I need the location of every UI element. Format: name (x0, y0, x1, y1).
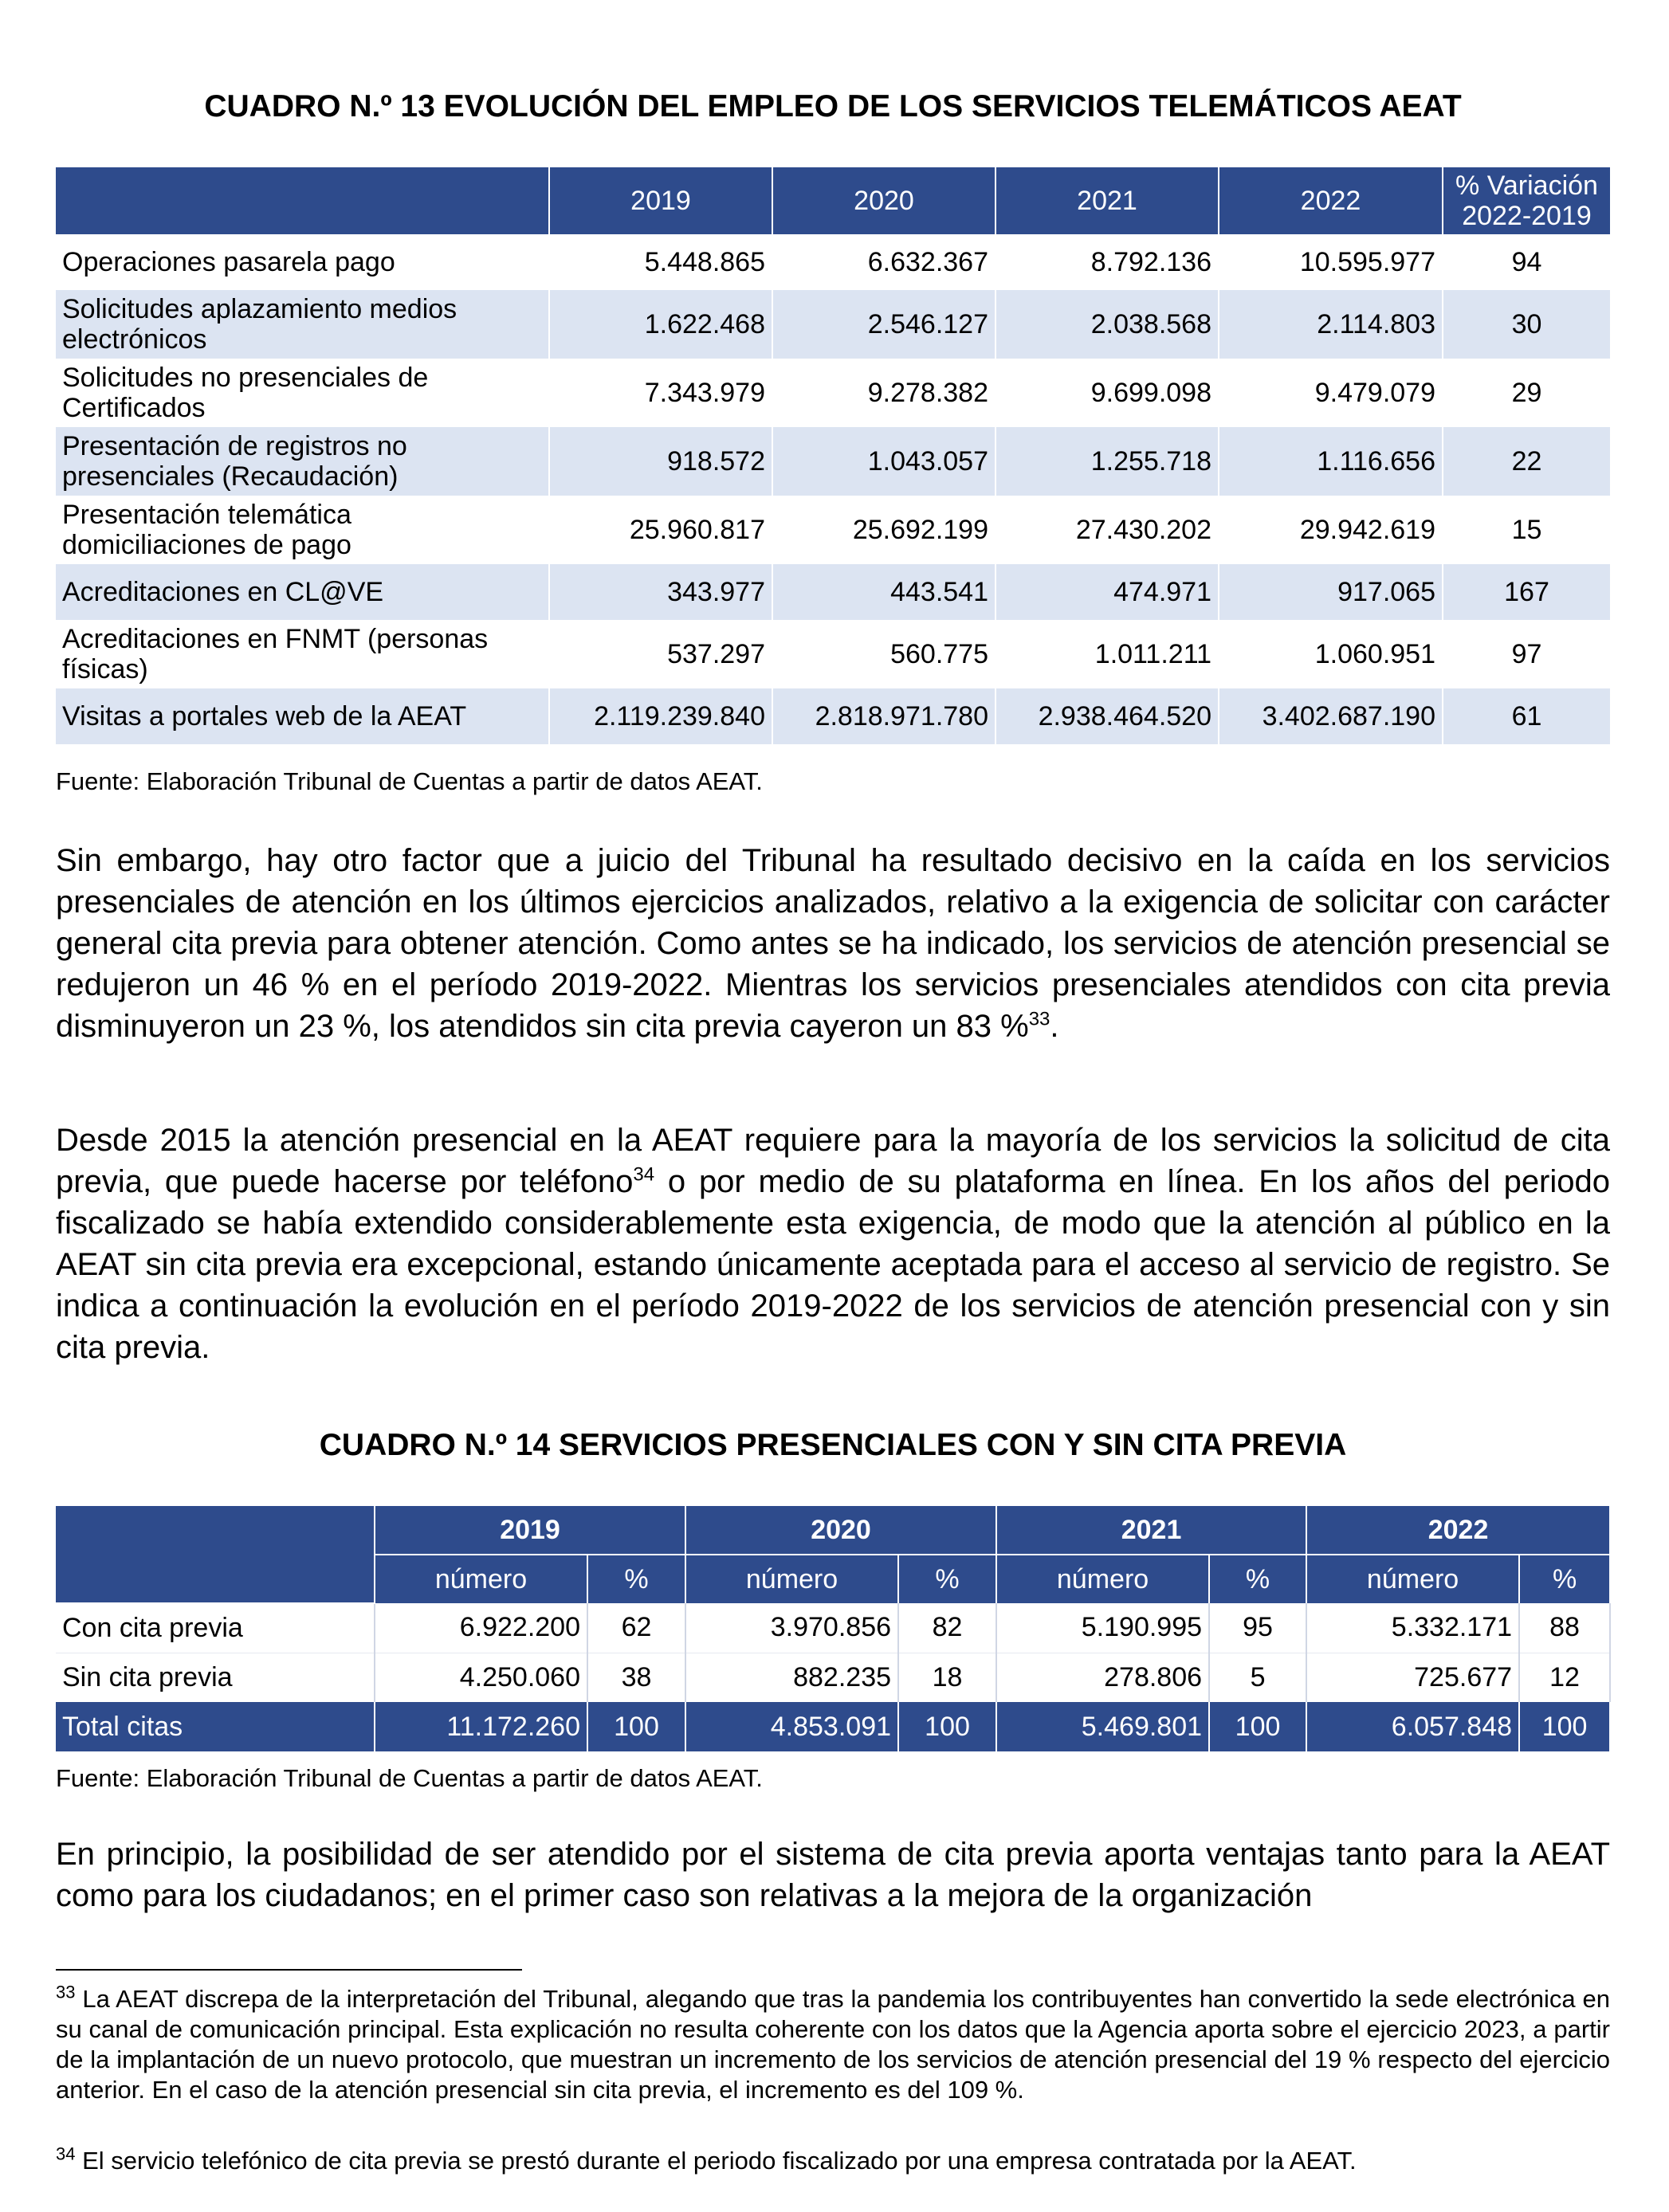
cell-pct: 5 (1209, 1653, 1306, 1702)
row-label: Acreditaciones en CL@VE (56, 564, 549, 620)
table13-source: Fuente: Elaboración Tribunal de Cuentas a partir de datos AEAT. (56, 767, 763, 795)
table13-title: CUADRO N.º 13 EVOLUCIÓN DEL EMPLEO DE LOS SERVICIOS TELEMÁTICOS AEAT (204, 89, 1462, 124)
cell-2021: 8.792.136 (996, 234, 1219, 290)
cell-pct: 100 (1209, 1702, 1306, 1751)
table-row (56, 688, 1610, 744)
row-label: Acreditaciones en FNMT (personas físicas) (56, 620, 549, 688)
table14-year: 2022 (1306, 1506, 1610, 1555)
table-row (56, 1603, 1610, 1653)
cell-2019: 25.960.817 (549, 496, 772, 564)
cell-2021: 2.938.464.520 (996, 688, 1219, 744)
footnote-34-number: 34 (56, 2143, 76, 2164)
table13-header-year: 2021 (996, 167, 1219, 234)
cell-2020: 2.546.127 (772, 290, 996, 359)
paragraph-1-end: . (1050, 1009, 1059, 1044)
cell-numero: 6.057.848 (1306, 1702, 1519, 1751)
table-total-row (56, 1702, 1610, 1751)
cell-numero: 3.970.856 (685, 1603, 898, 1653)
cell-numero: 5.469.801 (996, 1702, 1209, 1751)
table-row (56, 1653, 1610, 1702)
paragraph-3: En principio, la posibilidad de ser atendido por el sistema de cita previa aporta ventajas tanto para la AEAT como para los ciudadanos; en el primer caso son relativas a la mejora de la organización (56, 1837, 1610, 1913)
cell-2019: 537.297 (549, 620, 772, 688)
cell-variation: 61 (1443, 688, 1610, 744)
footnote-separator (56, 1969, 522, 1971)
table13-header-label (56, 167, 549, 234)
footnote-34-text: El servicio telefónico de cita previa se prestó durante el periodo fiscalizado por una empresa contratada por la AEAT. (75, 2147, 1357, 2175)
table13-header-row (56, 167, 1610, 234)
cell-2020: 6.632.367 (772, 234, 996, 290)
table-row (56, 496, 1610, 564)
table-row (56, 620, 1610, 688)
table-row (56, 234, 1610, 290)
cell-pct: 100 (587, 1702, 685, 1751)
row-label: Presentación telemática domiciliaciones de pago (56, 496, 549, 564)
table14 (56, 1506, 1611, 1751)
subheader-numero: número (685, 1555, 898, 1603)
cell-pct: 62 (587, 1603, 685, 1653)
cell-variation: 30 (1443, 290, 1610, 359)
paragraph-2 (56, 1120, 1610, 1368)
paragraph-2-text-a: Desde 2015 la atención presencial en la AEAT requiere para la mayoría de los servicios la solicitud de cita previa, que puede hacerse por teléfono (56, 1123, 1610, 1199)
cell-2022: 917.065 (1219, 564, 1443, 620)
cell-2022: 9.479.079 (1219, 359, 1443, 427)
cell-pct: 38 (587, 1653, 685, 1702)
cell-2019: 5.448.865 (549, 234, 772, 290)
cell-numero: 4.250.060 (375, 1653, 587, 1702)
subheader-numero: número (375, 1555, 587, 1603)
footnote-ref-34[interactable]: 34 (633, 1163, 655, 1186)
row-label: Total citas (56, 1702, 375, 1751)
cell-pct: 88 (1519, 1603, 1610, 1653)
subheader-pct: % (898, 1555, 996, 1603)
table14-source: Fuente: Elaboración Tribunal de Cuentas a partir de datos AEAT. (56, 1764, 763, 1792)
table13-header-year: 2022 (1219, 167, 1443, 234)
subheader-pct: % (587, 1555, 685, 1603)
cell-2019: 2.119.239.840 (549, 688, 772, 744)
footnote-33 (56, 1984, 1610, 2105)
cell-2021: 1.011.211 (996, 620, 1219, 688)
cell-2019: 343.977 (549, 564, 772, 620)
row-label: Visitas a portales web de la AEAT (56, 688, 549, 744)
row-label: Solicitudes aplazamiento medios electrónicos (56, 290, 549, 359)
table14-year: 2020 (685, 1506, 996, 1555)
footnote-34 (56, 2143, 1610, 2176)
cell-2019: 918.572 (549, 427, 772, 496)
cell-2021: 27.430.202 (996, 496, 1219, 564)
row-label: Solicitudes no presenciales de Certificados (56, 359, 549, 427)
subheader-numero: número (996, 1555, 1209, 1603)
subheader-pct: % (1519, 1555, 1610, 1603)
cell-2021: 474.971 (996, 564, 1219, 620)
cell-2020: 9.278.382 (772, 359, 996, 427)
table14-corner (56, 1506, 375, 1603)
cell-pct: 18 (898, 1653, 996, 1702)
cell-pct: 82 (898, 1603, 996, 1653)
footnote-ref-33[interactable]: 33 (1028, 1008, 1050, 1030)
table14-title: CUADRO N.º 14 SERVICIOS PRESENCIALES CON Y SIN CITA PREVIA (319, 1428, 1347, 1462)
cell-variation: 29 (1443, 359, 1610, 427)
cell-numero: 6.922.200 (375, 1603, 587, 1653)
table-row (56, 290, 1610, 359)
table14-year-row (56, 1506, 1610, 1555)
table13-header-variation: % Variación 2022-2019 (1443, 167, 1610, 234)
cell-pct: 12 (1519, 1653, 1610, 1702)
cell-numero: 5.190.995 (996, 1603, 1209, 1653)
cell-2022: 10.595.977 (1219, 234, 1443, 290)
cell-2022: 3.402.687.190 (1219, 688, 1443, 744)
row-label: Sin cita previa (56, 1653, 375, 1702)
cell-2022: 2.114.803 (1219, 290, 1443, 359)
cell-2022: 1.060.951 (1219, 620, 1443, 688)
footnote-33-text: La AEAT discrepa de la interpretación del Tribunal, alegando que tras la pandemia los contribuyentes han convertido la sede electrónica en su canal de comunicación principal. Esta explicación no resulta coherente con los datos que la Agencia aporta sobre el ejercicio 2023, a partir de la implantación de un nuevo protocolo, que muestran un incremento de los servicios de atención presencial del 19 % respecto del ejercicio anterior. En el caso de la atención presencial sin cita previa, el incremento es del 109 %. (56, 1985, 1610, 2104)
cell-variation: 167 (1443, 564, 1610, 620)
cell-2020: 2.818.971.780 (772, 688, 996, 744)
paragraph-1 (56, 840, 1610, 1047)
paragraph-1-text: Sin embargo, hay otro factor que a juicio del Tribunal ha resultado decisivo en la caída en los servicios presenciales de atención en los últimos ejercicios analizados, relativo a la exigencia de solicitar con carácter general cita previa para obtener atención. Como antes se ha indicado, los servicios de atención presencial se redujeron un 46 % en el período 2019-2022. Mientras los servicios presenciales atendidos con cita previa disminuyeron un 23 %, los atendidos sin cita previa cayeron un 83 % (56, 843, 1610, 1044)
table14-year: 2021 (996, 1506, 1306, 1555)
cell-numero: 5.332.171 (1306, 1603, 1519, 1653)
cell-2021: 1.255.718 (996, 427, 1219, 496)
cell-numero: 11.172.260 (375, 1702, 587, 1751)
table-row (56, 427, 1610, 496)
cell-numero: 882.235 (685, 1653, 898, 1702)
table13 (56, 167, 1610, 744)
table-row (56, 359, 1610, 427)
cell-numero: 278.806 (996, 1653, 1209, 1702)
cell-2019: 1.622.468 (549, 290, 772, 359)
cell-2020: 25.692.199 (772, 496, 996, 564)
cell-2022: 29.942.619 (1219, 496, 1443, 564)
cell-pct: 100 (1519, 1702, 1610, 1751)
row-label: Operaciones pasarela pago (56, 234, 549, 290)
cell-variation: 94 (1443, 234, 1610, 290)
row-label: Con cita previa (56, 1603, 375, 1653)
footnote-33-number: 33 (56, 1982, 76, 2002)
paragraph-2-text-b: o por medio de su plataforma en línea. En los años del periodo fiscalizado se había extendido considerablemente esta exigencia, de modo que la atención al público en la AEAT sin cita previa era excepcional, estando únicamente aceptada para el acceso al servicio de registro. Se indica a continuación la evolución en el período 2019-2022 de los servicios de atención presencial con y sin cita previa. (56, 1164, 1611, 1365)
table13-header-year: 2019 (549, 167, 772, 234)
cell-variation: 97 (1443, 620, 1610, 688)
cell-variation: 22 (1443, 427, 1610, 496)
cell-2022: 1.116.656 (1219, 427, 1443, 496)
cell-variation: 15 (1443, 496, 1610, 564)
table14-year: 2019 (375, 1506, 685, 1555)
cell-numero: 4.853.091 (685, 1702, 898, 1751)
cell-2020: 443.541 (772, 564, 996, 620)
cell-2019: 7.343.979 (549, 359, 772, 427)
cell-2021: 9.699.098 (996, 359, 1219, 427)
table13-header-year: 2020 (772, 167, 996, 234)
row-label: Presentación de registros no presenciales (Recaudación) (56, 427, 549, 496)
cell-2020: 560.775 (772, 620, 996, 688)
cell-pct: 95 (1209, 1603, 1306, 1653)
cell-pct: 100 (898, 1702, 996, 1751)
subheader-pct: % (1209, 1555, 1306, 1603)
cell-numero: 725.677 (1306, 1653, 1519, 1702)
table-row (56, 564, 1610, 620)
cell-2020: 1.043.057 (772, 427, 996, 496)
subheader-numero: número (1306, 1555, 1519, 1603)
cell-2021: 2.038.568 (996, 290, 1219, 359)
